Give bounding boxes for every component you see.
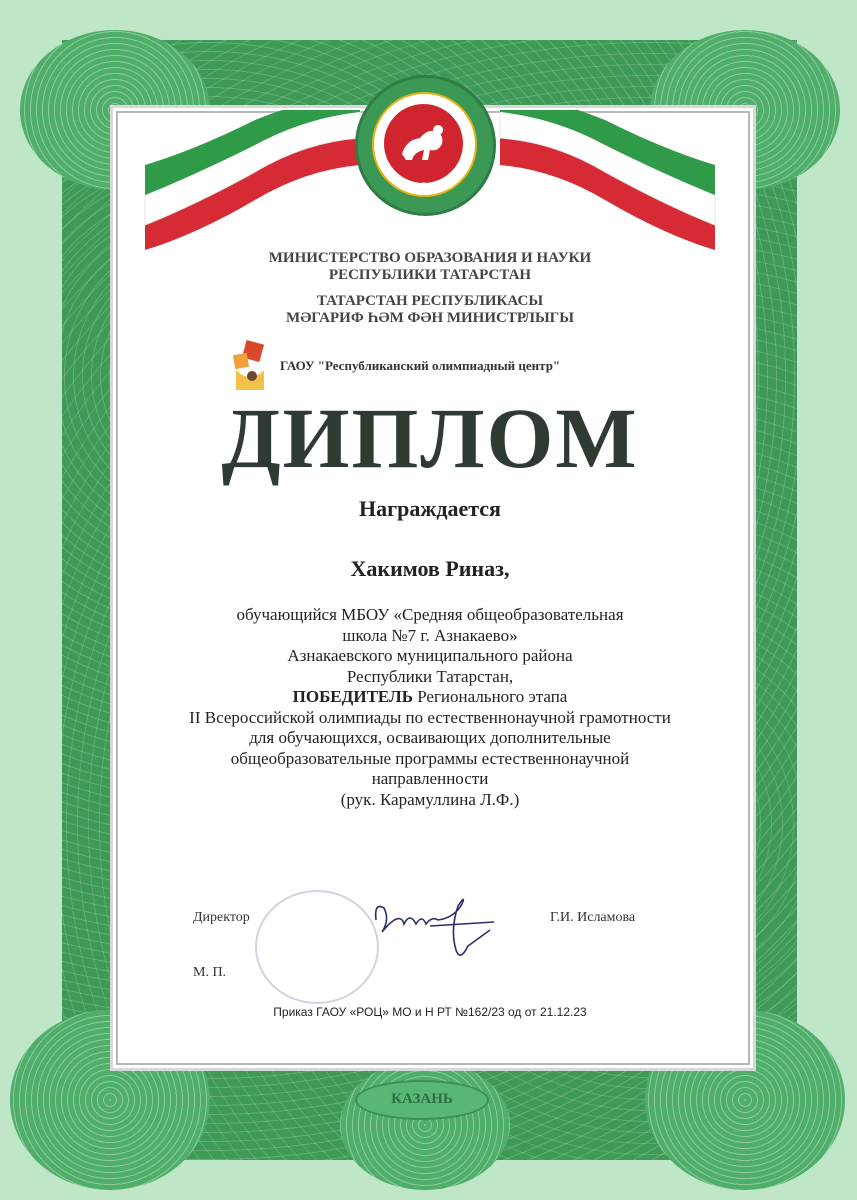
emblem-caption: ТАТАРСТАН <box>398 181 453 190</box>
tatarstan-emblem <box>355 75 496 216</box>
description-line: направленности <box>371 769 489 788</box>
flag-ribbon-left <box>135 110 365 250</box>
ministry-name-ru <box>110 250 750 284</box>
description-line: общеобразовательные программы естественнонаучной <box>230 748 630 768</box>
organization <box>230 340 560 392</box>
director-name: Г.И. Исламова <box>550 910 636 925</box>
ministry-line-4: МӘГАРИФ ҺӘМ ФӘН МИНИСТРЛЫГЫ <box>286 310 574 326</box>
stage-text: Регионального этапа <box>412 687 568 706</box>
director-label: Директор <box>193 910 250 925</box>
description-line: для обучающихся, осваивающих дополнительные <box>249 728 611 747</box>
description-line: (рук. Карамуллина Л.Ф.) <box>340 789 520 809</box>
description-line: Республики Татарстан, <box>346 666 514 686</box>
order-reference: Приказ ГАОУ «РОЦ» МО и Н РТ №162/23 од от 21.12.23 <box>273 1005 587 1019</box>
ministry-line-3: ТАТАРСТАН РЕСПУБЛИКАСЫ <box>316 293 544 309</box>
olympiad-center-logo-icon <box>230 340 270 392</box>
recipient-name: Хакимов Риназ, <box>350 556 510 581</box>
city-plaque: КАЗАНЬ <box>355 1080 489 1120</box>
official-stamp <box>255 890 379 1004</box>
snow-leopard-icon <box>384 104 463 183</box>
ministry-line-2: РЕСПУБЛИКИ ТАТАРСТАН <box>328 267 532 283</box>
awarded-label: Награждается <box>359 496 501 521</box>
description-line: II Всероссийской олимпиады по естественнонаучной грамотности <box>189 707 671 727</box>
description-line: Азнакаевского муниципального района <box>287 646 573 665</box>
winner-label: ПОБЕДИТЕЛЬ <box>292 687 413 706</box>
ministry-name-tt <box>110 293 750 327</box>
ministry-line-1: МИНИСТЕРСТВО ОБРАЗОВАНИЯ И НАУКИ <box>268 250 592 266</box>
director-signature <box>370 890 500 965</box>
diploma-title: ДИПЛОМ <box>221 390 639 486</box>
flag-ribbon-right <box>495 110 725 250</box>
award-description <box>110 605 750 810</box>
description-line: обучающийся МБОУ «Средняя общеобразовательная <box>236 605 624 624</box>
description-line: школа №7 г. Азнакаево» <box>342 625 518 645</box>
organization-name: ГАОУ "Республиканский олимпиадный центр" <box>280 358 561 373</box>
emblem-core <box>384 104 463 183</box>
seal-place-label: М. П. <box>193 965 227 980</box>
description-line-winner <box>110 687 750 708</box>
